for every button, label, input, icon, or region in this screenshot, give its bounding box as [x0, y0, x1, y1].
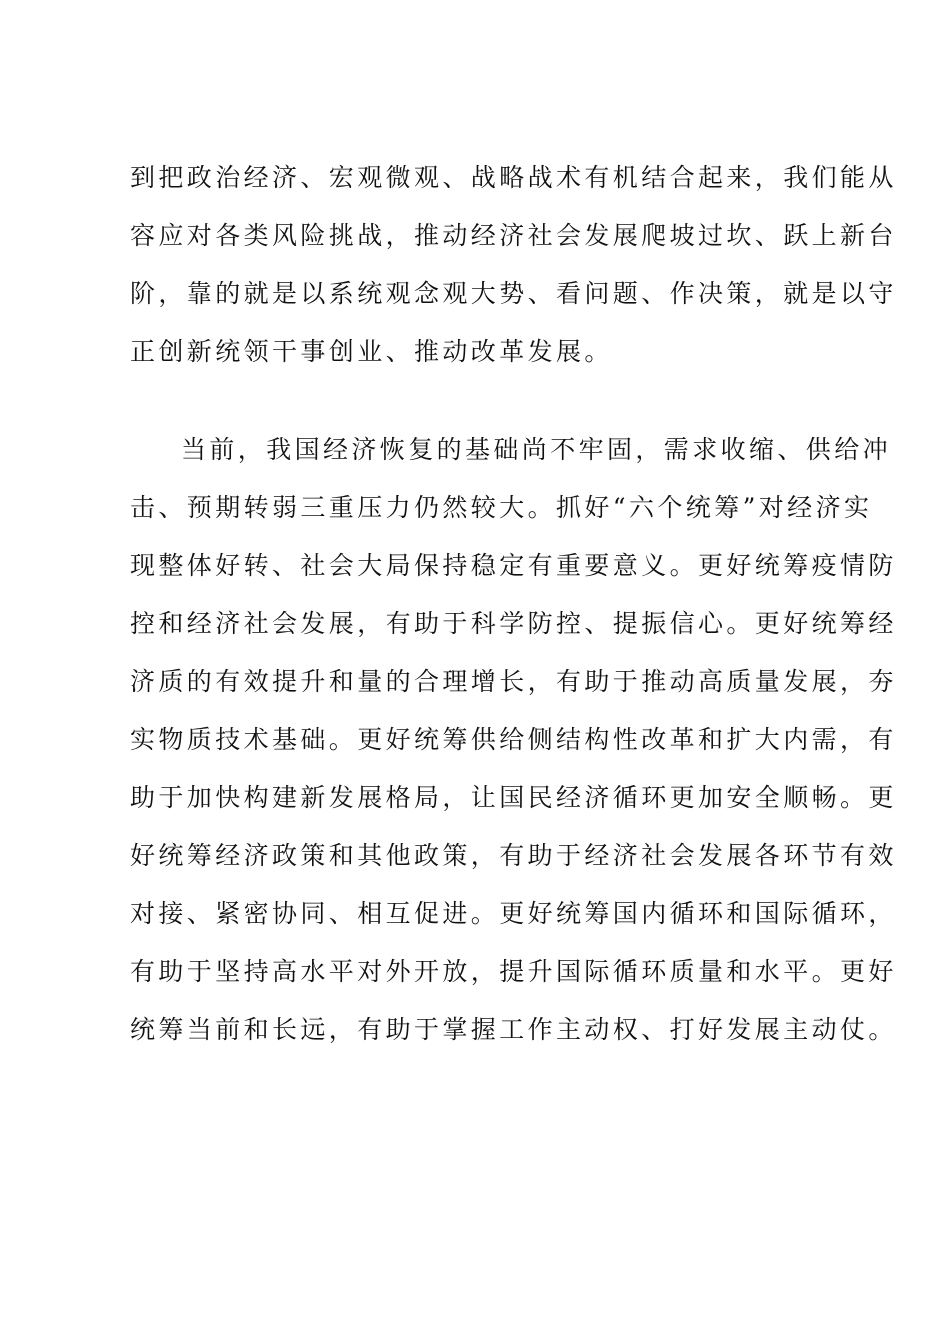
- paragraph-line: 实物质技术基础。更好统筹供给侧结构性改革和扩大内需，有: [130, 725, 897, 754]
- paragraph-line: 到把政治经济、宏观微观、战略战术有机结合起来，我们能从: [130, 163, 897, 192]
- paragraph-line: 正创新统领干事创业、推动改革发展。: [130, 337, 613, 366]
- paragraph-line: 济质的有效提升和量的合理增长，有助于推动高质量发展，夯: [130, 667, 897, 696]
- paragraph-line: 控和经济社会发展，有助于科学防控、提振信心。更好统筹经: [130, 609, 897, 638]
- paragraph-line: 阶，靠的就是以系统观念观大势、看问题、作决策，就是以守: [130, 279, 897, 308]
- paragraph-continuation: [130, 149, 897, 381]
- paragraph-line: 好统筹经济政策和其他政策，有助于经济社会发展各环节有效: [130, 841, 897, 870]
- paragraph-line: 容应对各类风险挑战，推动经济社会发展爬坡过坎、跃上新台: [130, 221, 897, 250]
- paragraph-line: 击、预期转弱三重压力仍然较大。抓好“六个统筹”对经济实: [130, 493, 873, 522]
- paragraph-line: 现整体好转、社会大局保持稳定有重要意义。更好统筹疫情防: [130, 551, 897, 580]
- paragraph-line: 统筹当前和长远，有助于掌握工作主动权、打好发展主动仗。: [130, 1015, 897, 1044]
- paragraph-six-coordinations: [130, 421, 897, 1059]
- paragraph-line: 有助于坚持高水平对外开放，提升国际循环质量和水平。更好: [130, 957, 897, 986]
- paragraph-line: 当前，我国经济恢复的基础尚不牢固，需求收缩、供给冲: [181, 435, 892, 464]
- paragraph-line: 对接、紧密协同、相互促进。更好统筹国内循环和国际循环，: [130, 899, 897, 928]
- paragraph-line: 助于加快构建新发展格局，让国民经济循环更加安全顺畅。更: [130, 783, 897, 812]
